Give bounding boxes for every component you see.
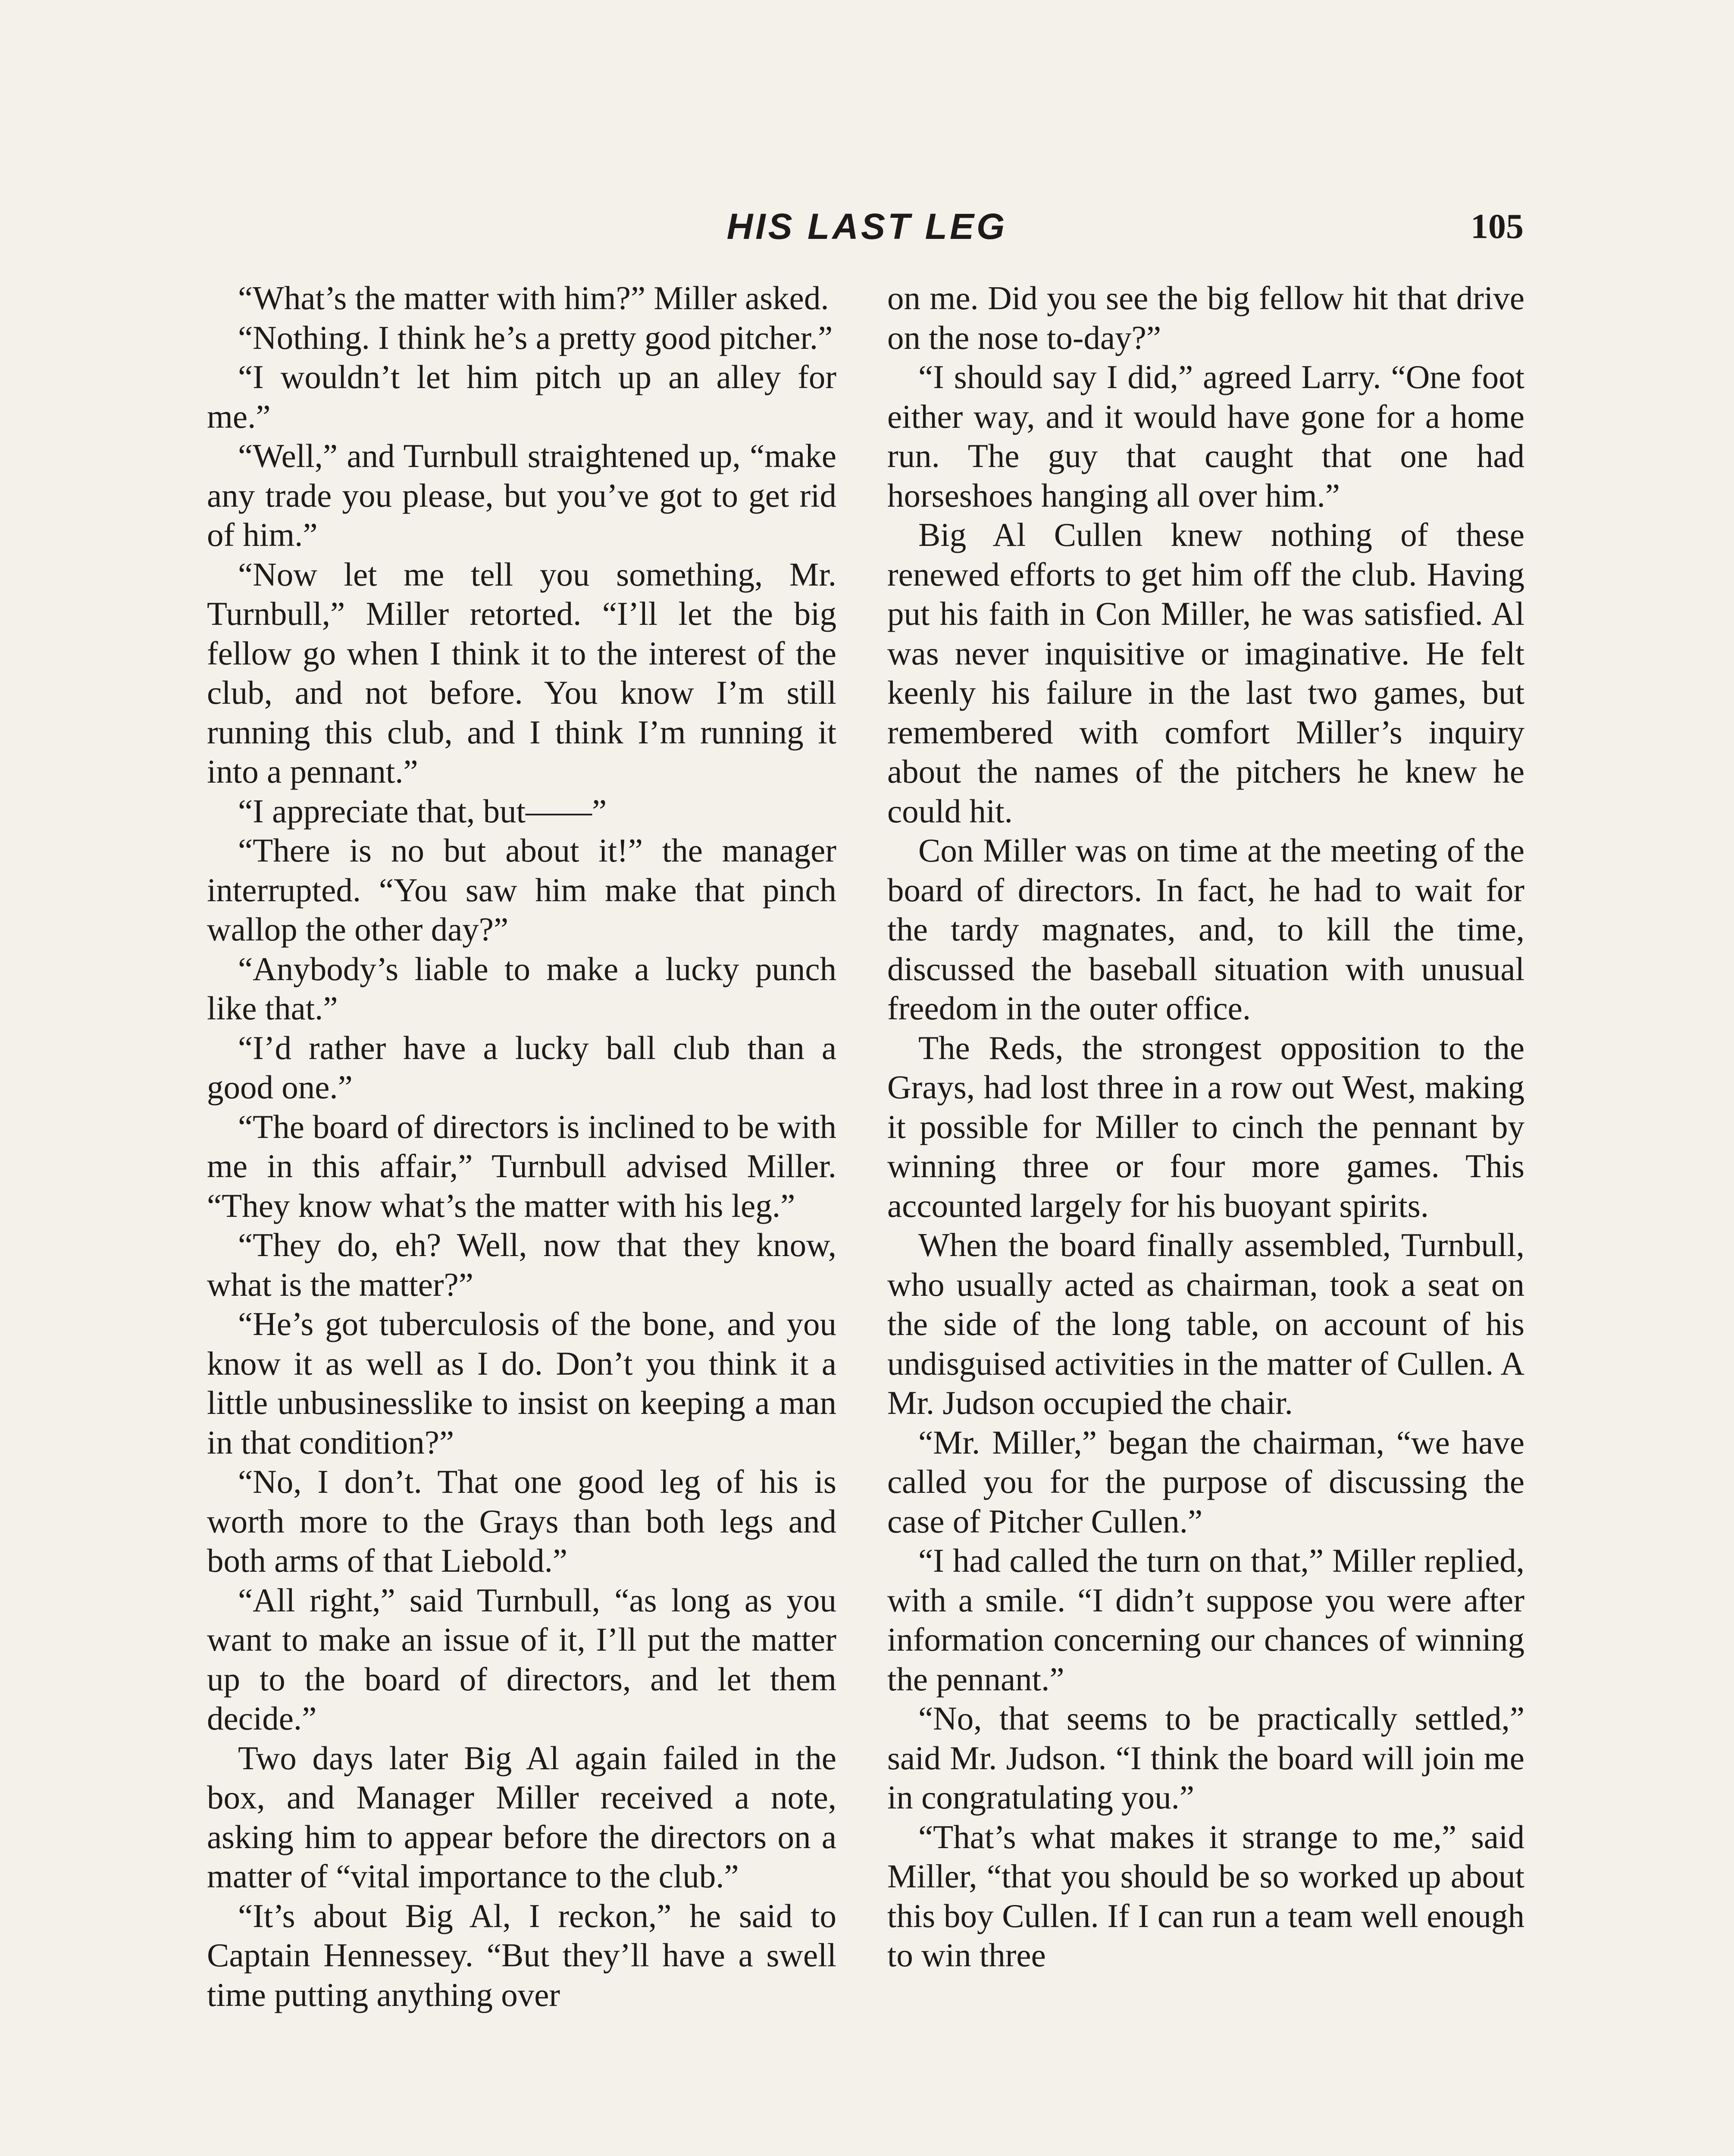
paragraph: “Mr. Miller,” began the chairman, “we have called you for the purpose of discussing the case of Pitcher Cullen.” [887,1423,1524,1540]
paragraph: Big Al Cullen knew nothing of these renewed efforts to get him off the club. Having put his faith in Con Miller, he was satisfied. Al was never inquisitive or imaginative. He felt keenly his failure in the last two games, but remembered with comfort Miller’s inquiry about the names of the pitchers he knew he could hit. [887,516,1524,830]
paragraph: “He’s got tuberculosis of the bone, and you know it as well as I do. Don’t you think it a little unbusinesslike to insist on keeping a man in that condition?” [207,1305,836,1461]
paragraph: “Well,” and Turnbull straightened up, “make any trade you please, but you’ve got to get rid of him.” [207,437,836,553]
paragraph: on me. Did you see the big fellow hit that drive on the nose to-day?” [887,279,1524,356]
paragraph: “I should say I did,” agreed Larry. “One foot either way, and it would have gone for a home run. The guy that caught that one had horseshoes hanging all over him.” [887,358,1524,514]
paragraph: “I had called the turn on that,” Miller replied, with a smile. “I didn’t suppose you were after information concerning our chances of winning the pennant.” [887,1542,1524,1698]
paragraph: “All right,” said Turnbull, “as long as you want to make an issue of it, I’ll put the matter up to the board of directors, and let them decide.” [207,1581,836,1737]
running-title: HIS LAST LEG [726,206,1008,247]
paragraph: “I appreciate that, but——” [238,792,607,830]
paragraph: “I wouldn’t let him pitch up an alley for me.” [207,358,836,435]
page-number: 105 [1471,207,1524,246]
paragraph: Con Miller was on time at the meeting of the board of directors. In fact, he had to wait for the tardy magnates, and, to kill the time, discussed the baseball situation with unusual freedom in the outer office. [887,832,1524,1027]
paragraph: “What’s the matter with him?” Miller asked. [238,279,829,317]
left-text-column [207,279,836,2015]
paragraph: “No, that seems to be practically settled,” said Mr. Judson. “I think the board will join me in congratulating you.” [887,1700,1524,1816]
paragraph: “They do, eh? Well, now that they know, what is the matter?” [207,1226,836,1303]
paragraph: “There is no but about it!” the manager interrupted. “You saw him make that pinch wallop the other day?” [207,832,836,948]
paragraph: The Reds, the strongest opposition to the Grays, had lost three in a row out West, making it possible for Miller to cinch the pennant by winning three or four more games. This accounted largely for his buoyant spirits. [887,1029,1524,1224]
right-text-column [887,279,1524,1975]
paragraph: When the board finally assembled, Turnbull, who usually acted as chairman, took a seat on the side of the long table, on account of his undisguised activities in the matter of Cullen. A Mr. Judson occupied the chair. [887,1226,1524,1421]
paragraph: “The board of directors is inclined to be with me in this affair,” Turnbull advised Miller. “They know what’s the matter with his leg.” [207,1108,836,1224]
paragraph: “Anybody’s liable to make a lucky punch like that.” [207,950,836,1027]
paragraph: Two days later Big Al again failed in the box, and Manager Miller received a note, asking him to appear before the directors on a matter of “vital importance to the club.” [207,1739,836,1895]
paragraph: “That’s what makes it strange to me,” said Miller, “that you should be so worked up about this boy Cullen. If I can run a team well enough to win three [887,1818,1524,1974]
paragraph: “It’s about Big Al, I reckon,” he said to Captain Hennessey. “But they’ll have a swell time putting anything over [207,1897,836,2013]
running-head [0,203,1734,250]
paragraph: “Nothing. I think he’s a pretty good pitcher.” [238,319,833,356]
paragraph: “No, I don’t. That one good leg of his is worth more to the Grays than both legs and both arms of that Liebold.” [207,1463,836,1579]
paragraph: “I’d rather have a lucky ball club than a good one.” [207,1029,836,1106]
paragraph: “Now let me tell you something, Mr. Turnbull,” Miller retorted. “I’ll let the big fellow go when I think it to the interest of the club, and not before. You know I’m still running this club, and I think I’m running it into a pennant.” [207,555,836,790]
